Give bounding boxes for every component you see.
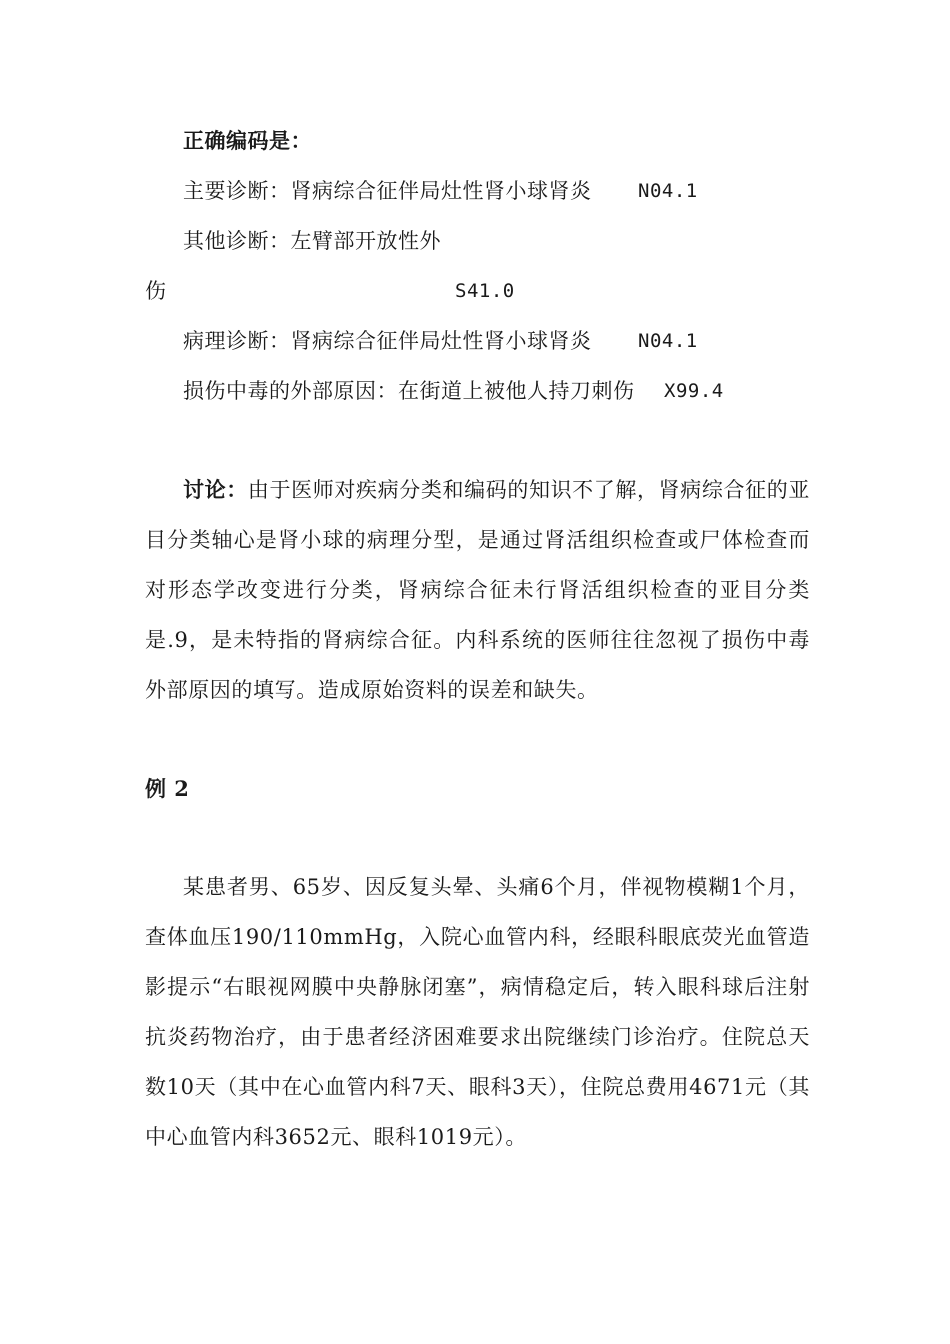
main-diagnosis-code: N04.1 bbox=[638, 180, 698, 202]
example-heading: 例 2 bbox=[145, 776, 190, 801]
discussion-text: 由于医师对疾病分类和编码的知识不了解，肾病综合征的亚目分类轴心是肾小球的病理分型，是通过肾活组织检查或尸体检查而对形态学改变进行分类，肾病综合征未行肾活组织检查的亚目分类是.9，是未特指的肾病综合征。内科系统的医师往往忽视了损伤中毒外部原因的填写。造成原始资料的误差和缺失。 bbox=[145, 478, 810, 702]
pathology-diagnosis-label: 病理诊断：肾病综合征伴局灶性肾小球肾炎 bbox=[183, 329, 592, 353]
external-cause-label: 损伤中毒的外部原因：在街道上被他人持刀刺伤 bbox=[183, 379, 635, 403]
main-diagnosis-label: 主要诊断：肾病综合征伴局灶性肾小球肾炎 bbox=[183, 179, 592, 203]
other-diagnosis-label-cont: 伤 bbox=[145, 279, 167, 303]
other-diagnosis-label: 其他诊断：左臂部开放性外 bbox=[183, 229, 441, 253]
pathology-diagnosis-code: N04.1 bbox=[638, 330, 698, 352]
example-text: 某患者男、65岁、因反复头晕、头痛6个月，伴视物模糊1个月，查体血压190/110mmHg，入院心血管内科，经眼科眼底荧光血管造影提示“右眼视网膜中央静脉闭塞”，病情稳定后，转入眼科球后注射抗炎药物治疗，由于患者经济困难要求出院继续门诊治疗。住院总天数10天（其中在心血管内科7天、眼科3天），住院总费用4671元（其中心血管内科3652元、眼科1019元）。 bbox=[145, 875, 810, 1149]
example-paragraph bbox=[145, 862, 810, 1162]
discussion-paragraph bbox=[145, 465, 810, 715]
discussion-label: 讨论： bbox=[183, 477, 248, 502]
other-diagnosis-code: S41.0 bbox=[455, 280, 515, 302]
external-cause-code: X99.4 bbox=[664, 380, 724, 402]
coding-heading: 正确编码是： bbox=[183, 128, 312, 153]
